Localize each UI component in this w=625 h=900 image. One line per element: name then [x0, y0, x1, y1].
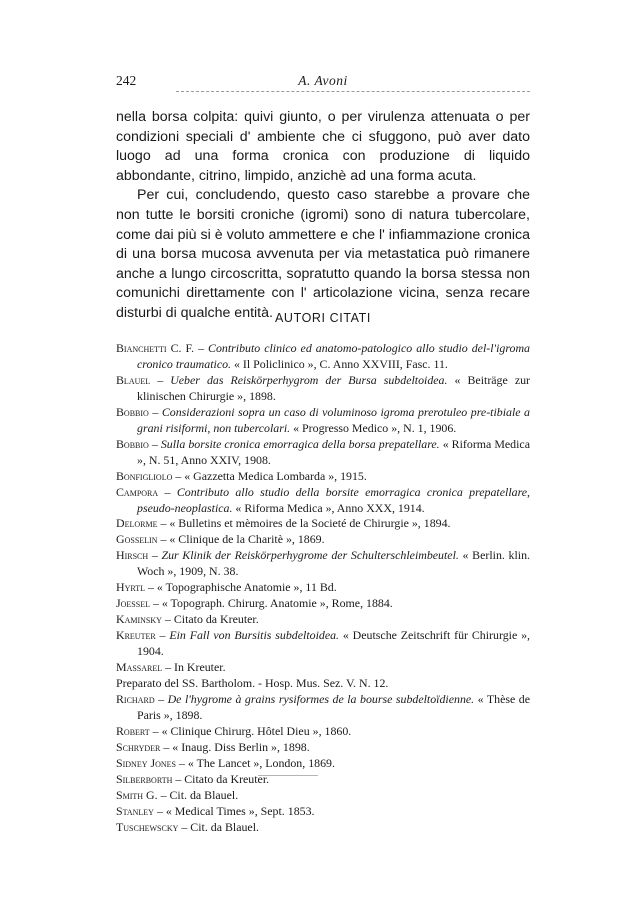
reference-work: Ueber das Reiskörperhygrom der Bursa subdeltoidea. — [170, 372, 448, 387]
reference-separator: – — [153, 803, 166, 818]
reference-separator: – — [176, 755, 188, 770]
reference-item — [116, 580, 530, 596]
reference-item — [116, 660, 530, 676]
reference-item — [116, 692, 530, 724]
paragraph: nella borsa colpita: quivi giunto, o per virulenza attenuata o per condizioni speciali d' ambiente che ci sfuggono, può aver dato luogo ad una forma cronica con produzione di liquido abbondante, citrino, limpido, anzichè ad una forma acuta. — [116, 109, 530, 184]
reference-item — [116, 820, 530, 836]
reference-item — [116, 373, 530, 405]
reference-item — [116, 469, 530, 485]
reference-source: « Inaug. Diss Berlin », 1898. — [172, 739, 310, 754]
reference-separator: – — [172, 771, 185, 786]
reference-source: « Gazzetta Medica Lombarda », 1915. — [184, 468, 367, 483]
reference-separator: – — [157, 516, 170, 531]
paragraph: Per cui, concludendo, questo caso starebbe a provare che non tutte le borsiti croniche (igromi) sono di natura tubercolare, come dai più si è voluto ammettere e che l' infiammazione cronica di una borsa mucosa avvenuta per via metastatica può rimanere anche a lungo circoscritta, sopratutto quando la borsa stessa non comunichi direttamente con l' articolazione vicina, senza recare disturbi di qualche entità. — [116, 187, 530, 321]
reference-separator: – — [149, 596, 162, 611]
reference-author: Blauel — [116, 372, 151, 387]
reference-author: Bobbio — [116, 404, 149, 419]
reference-source: « Riforma Medica », N. 51, Anno XXIV, 1908. — [137, 436, 530, 467]
reference-separator: – — [154, 691, 168, 706]
reference-item — [116, 628, 530, 660]
body-text — [116, 108, 530, 324]
page-header — [116, 73, 530, 95]
reference-work: Ein Fall von Bursitis subdeltoidea. — [169, 628, 340, 643]
reference-separator: – — [148, 404, 162, 419]
reference-source: « Medical Times », Sept. 1853. — [165, 803, 315, 818]
end-rule — [258, 775, 318, 776]
reference-author: Bonfigliolo — [116, 468, 173, 483]
reference-source: In Kreuter. — [174, 660, 226, 675]
reference-work: De l'hygrome à grains rysiformes de la bourse subdeltoïdienne. — [167, 691, 475, 706]
reference-author: Robert — [116, 723, 150, 738]
reference-author: Tuschewscky — [116, 819, 179, 834]
running-head: A. Avoni — [298, 73, 348, 88]
reference-author: Kreuter — [116, 628, 156, 643]
reference-item — [116, 516, 530, 532]
reference-separator: – — [157, 787, 170, 802]
reference-separator: – — [155, 628, 170, 643]
reference-author: Delorme — [116, 516, 158, 531]
reference-work: Sulla borsite cronica emorragica della borsa prepatellare. — [160, 436, 440, 451]
reference-author: Richard — [116, 691, 155, 706]
reference-author: Joessel — [116, 596, 150, 611]
reference-source: « Beiträge zur klinischen Chirurgie », 1898. — [137, 372, 530, 403]
reference-item — [116, 756, 530, 772]
reference-source: « Il Policlinico », C. Anno XXVIII, Fasc. 11. — [231, 356, 448, 371]
reference-separator: – — [162, 660, 175, 675]
reference-separator: – — [161, 612, 174, 627]
reference-author: Smith G. — [116, 787, 158, 802]
references-title: AUTORI CITATI — [275, 311, 371, 325]
reference-work: Contributo allo studio della borsite emorragica cronica prepatellare, pseudo-neoplastica. — [137, 484, 530, 515]
reference-separator: – — [160, 739, 173, 754]
reference-separator: – — [148, 436, 161, 451]
reference-author: Hyrtl — [116, 580, 145, 595]
reference-separator: – — [149, 723, 162, 738]
reference-separator: – — [150, 372, 171, 387]
reference-source: « Bulletins et mèmoires de la Societé de Chirurgie », 1894. — [169, 516, 451, 531]
reference-source: Cit. da Blauel. — [190, 819, 259, 834]
reference-source: « Clinique Chirurg. Hôtel Dieu », 1860. — [161, 723, 352, 738]
reference-item — [116, 437, 530, 469]
reference-author: Campora — [116, 484, 159, 499]
reference-item — [116, 676, 530, 692]
reference-separator: – — [145, 580, 157, 595]
reference-separator: – — [158, 484, 177, 499]
reference-source: « Thèse de Paris », 1898. — [137, 691, 531, 722]
reference-author: Bobbio — [116, 436, 149, 451]
reference-item — [116, 341, 530, 373]
reference-item — [116, 485, 530, 517]
reference-work: Considerazioni sopra un caso di voluminoso igroma prerotuleo pre-tibiale a grani risiformi, non tubercolari. — [137, 404, 531, 435]
reference-separator: – — [157, 532, 170, 547]
reference-item — [116, 612, 530, 628]
reference-separator: – — [172, 468, 185, 483]
reference-author: Silberborth — [116, 771, 173, 786]
reference-item — [116, 548, 530, 580]
reference-source: Preparato del SS. Bartholom. - Hosp. Mus. Sez. V. N. 12. — [116, 676, 389, 691]
reference-author: Schryder — [116, 739, 161, 754]
reference-author: Hirsch — [116, 548, 149, 563]
reference-item — [116, 804, 530, 820]
page-number: 242 — [116, 73, 137, 88]
reference-separator: – — [194, 341, 209, 355]
reference-work: Zur Klinik der Reiskörperhygrome der Schulterschleimbeutel. — [161, 548, 459, 563]
reference-source: « Clinique de la Charitè », 1869. — [169, 532, 325, 547]
reference-source: « The Lancet », London, 1869. — [187, 755, 335, 770]
reference-author: Gosselin — [116, 532, 158, 547]
reference-source: « Deutsche Zeitschrift für Chirurgie », 1904. — [137, 628, 530, 659]
reference-item — [116, 788, 530, 804]
reference-item — [116, 724, 530, 740]
reference-source: « Topograph. Chirurg. Anatomie », Rome, 1884. — [161, 596, 393, 611]
reference-item — [116, 532, 530, 548]
reference-item — [116, 740, 530, 756]
header-rule — [176, 91, 530, 92]
reference-item — [116, 405, 530, 437]
reference-separator: – — [148, 548, 162, 563]
reference-work: Contributo clinico ed anatomo-patologico allo studio del-l'igroma cronico traumatico. — [137, 341, 530, 371]
reference-author: Bianchetti C. F. — [116, 341, 195, 355]
reference-source: « Berlin. klin. Woch », 1909, N. 38. — [137, 548, 531, 579]
reference-source: Cit. da Blauel. — [169, 787, 239, 802]
reference-author: Kaminsky — [116, 612, 162, 627]
reference-author: Sidney Jones — [116, 755, 176, 770]
reference-author: Stanley — [116, 803, 154, 818]
reference-separator: – — [178, 819, 191, 834]
reference-source: Citato da Kreuter. — [184, 771, 270, 786]
reference-item — [116, 772, 530, 788]
reference-source: « Progresso Medico », N. 1, 1906. — [290, 420, 457, 435]
reference-source: « Riforma Medica », Anno XXX, 1914. — [232, 500, 425, 515]
reference-item — [116, 596, 530, 612]
reference-author: Massarel — [116, 660, 163, 675]
references-list — [116, 341, 530, 836]
reference-source: « Topographische Anatomie », 11 Bd. — [156, 580, 337, 595]
reference-source: Citato da Kreuter. — [173, 612, 259, 627]
